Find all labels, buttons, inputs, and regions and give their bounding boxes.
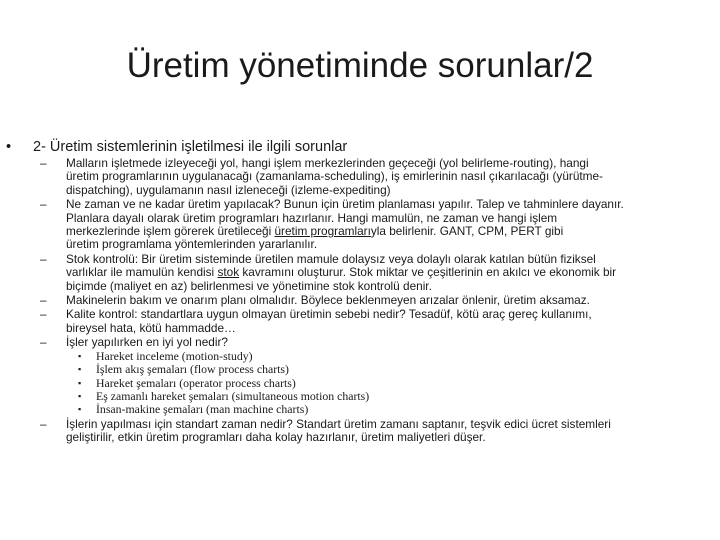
item-line: Kalite kontrol: standartlara uygun olmayan üretimin sebebi nedir? Tesadüf, kötü araç gereç kullanımı, bbox=[66, 307, 592, 322]
chart-type-label: Hareket şemaları (operator process charts) bbox=[96, 375, 296, 390]
item-line: İşler yapılırken en iyi yol nedir? bbox=[66, 335, 228, 350]
item-line: dispatching), uygulamanın nasıl izleneceği (izleme-expediting) bbox=[66, 182, 391, 197]
bullet-dot: ▪ bbox=[78, 390, 82, 401]
dash-marker: – bbox=[40, 197, 47, 212]
dash-marker: – bbox=[40, 307, 47, 322]
sub-bullet-list bbox=[0, 157, 720, 446]
dash-marker: – bbox=[40, 251, 47, 266]
item-line: Stok kontrolü: Bir üretim sisteminde üretilen mamule dolaysız veya dolaylı olarak katılan bütün fiziksel bbox=[66, 251, 596, 266]
dash-marker: – bbox=[40, 416, 47, 431]
underlined-term: stok bbox=[217, 265, 240, 280]
item-line: üretim programlarının uygulanacağı (zamanlama-scheduling), iş emirlerinin nasıl çıkarılacağı (yürütme- bbox=[66, 169, 603, 184]
main-bullet-text: 2- Üretim sistemlerinin işletilmesi ile ilgili sorunlar bbox=[33, 139, 348, 155]
item-line: Malların işletmede izleyeceği yol, hangi işlem merkezlerinden geçeceği (yol belirleme-routing), hangi bbox=[66, 156, 589, 170]
item-line: bireysel hata, kötü hammadde… bbox=[66, 320, 236, 335]
bullet-dot: ▪ bbox=[78, 377, 82, 388]
list-item-maintenance bbox=[0, 294, 720, 307]
item-line: İşlerin yapılması için standart zaman nedir? Standart üretim zamanı saptanır, teşvik edici ücret sistemleri bbox=[66, 416, 611, 431]
chart-type-label: İşlem akış şemaları (flow process charts) bbox=[96, 362, 289, 377]
item-line: üretim programlama yöntemlerinden yararlanılır. bbox=[66, 237, 318, 252]
item-line: biçimde (maliyet en az) belirlenmesi ve yönetimine stok kontrolü denir. bbox=[66, 278, 432, 293]
item-line: kavramını oluşturur. Stok miktar ve çeşitlerinin en akılcı ve ekonomik bir bbox=[242, 265, 617, 280]
item-line: varlıklar ile mamulün kendisi bbox=[66, 265, 215, 280]
chart-type-label: Eş zamanlı hareket şemaları (simultaneous motion charts) bbox=[96, 388, 370, 403]
list-item-quality-control bbox=[0, 308, 720, 335]
chart-type-item bbox=[66, 350, 714, 363]
item-line: yla belirlenir. GANT, CPM, PERT gibi bbox=[370, 224, 564, 239]
chart-type-list bbox=[66, 350, 714, 417]
dash-marker: – bbox=[40, 293, 47, 308]
list-item-best-method bbox=[0, 336, 720, 416]
chart-type-label: İnsan-makine şemaları (man machine charts) bbox=[96, 402, 309, 417]
chart-type-item bbox=[66, 363, 714, 376]
list-item-planning bbox=[0, 198, 720, 252]
bullet-dot: • bbox=[6, 139, 12, 155]
slide-title: Üretim yönetiminde sorunlar/2 bbox=[126, 46, 594, 85]
list-item-stock-control bbox=[0, 253, 720, 293]
list-item-standard-time bbox=[0, 418, 720, 445]
item-line: merkezlerinde işlem görerek üretileceği bbox=[66, 224, 272, 239]
list-item-routing bbox=[0, 157, 720, 197]
chart-type-item bbox=[66, 403, 714, 416]
dash-marker: – bbox=[40, 335, 47, 350]
bullet-dot: ▪ bbox=[78, 404, 82, 415]
item-line: Ne zaman ve ne kadar üretim yapılacak? Bunun için üretim planlaması yapılır. Talep ve tahminlere dayanır. bbox=[66, 197, 624, 212]
item-line: Planlara dayalı olarak üretim programları hazırlanır. Hangi mamulün, ne zaman ve hangi işlem bbox=[66, 210, 558, 225]
chart-type-item bbox=[66, 390, 714, 403]
item-line: geliştirilir, etkin üretim programları daha kolay hazırlanır, üretim maliyetleri düşer. bbox=[66, 430, 486, 445]
underlined-term: üretim programları bbox=[274, 224, 371, 239]
bullet-dot: ▪ bbox=[78, 350, 82, 361]
item-line: Makinelerin bakım ve onarım planı olmalıdır. Böylece beklenmeyen arızalar önlenir, üretim aksamaz. bbox=[66, 293, 590, 308]
bullet-dot: ▪ bbox=[78, 364, 82, 375]
chart-type-item bbox=[66, 377, 714, 390]
chart-type-label: Hareket inceleme (motion-study) bbox=[96, 348, 253, 363]
dash-marker: – bbox=[40, 156, 47, 170]
